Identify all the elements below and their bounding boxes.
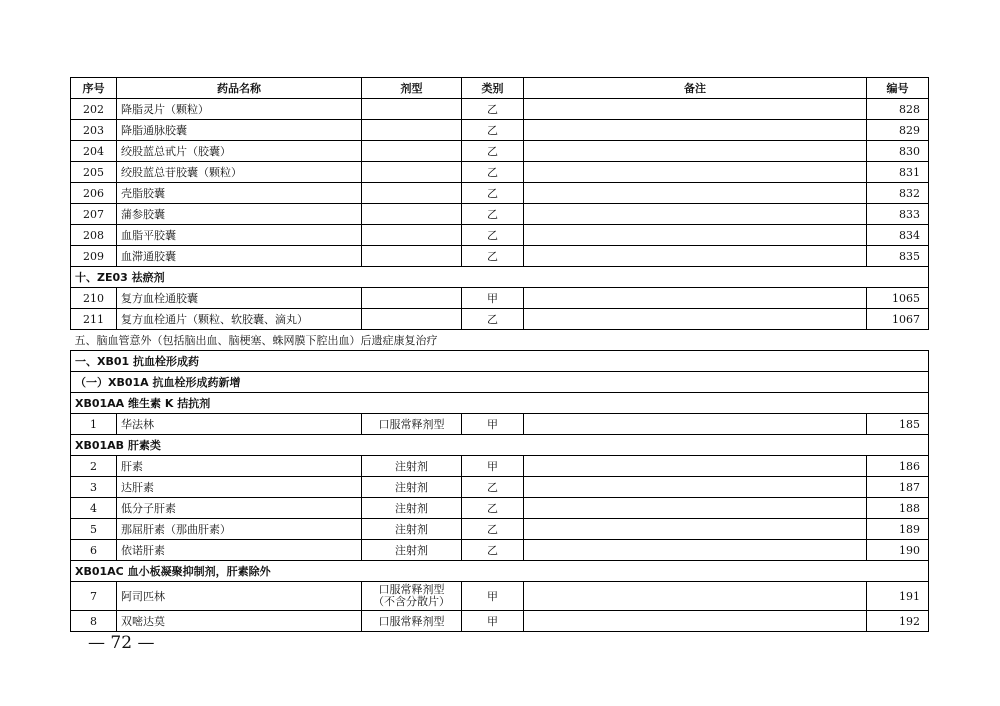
table-body: [71, 99, 929, 632]
cell-name: 血脂平胶囊: [117, 225, 362, 246]
cell-code: 834: [867, 225, 929, 246]
cell-code: 186: [867, 456, 929, 477]
cell-category: 乙: [462, 309, 524, 330]
cell-name: 华法林: [117, 414, 362, 435]
cell-name: 绞股蓝总甙片（胶囊）: [117, 141, 362, 162]
cell-code: 830: [867, 141, 929, 162]
table-row: [71, 288, 929, 309]
table-row: [71, 183, 929, 204]
cell-code: 828: [867, 99, 929, 120]
cell-name: 降脂灵片（颗粒）: [117, 99, 362, 120]
cell-name: 依诺肝素: [117, 540, 362, 561]
header-category: 类别: [462, 78, 524, 99]
cell-name: 达肝素: [117, 477, 362, 498]
section-row: [71, 372, 929, 393]
cell-form: [362, 120, 462, 141]
cell-code: 188: [867, 498, 929, 519]
table-row: [71, 540, 929, 561]
cell-note: [524, 582, 867, 611]
cell-code: 833: [867, 204, 929, 225]
cell-code: 189: [867, 519, 929, 540]
cell-seq: 210: [71, 288, 117, 309]
drug-table: [70, 77, 929, 632]
cell-note: [524, 204, 867, 225]
cell-name: 血滞通胶囊: [117, 246, 362, 267]
table-row: [71, 120, 929, 141]
cell-category: 乙: [462, 519, 524, 540]
table-row: [71, 611, 929, 632]
cell-seq: 3: [71, 477, 117, 498]
cell-seq: 211: [71, 309, 117, 330]
cell-code: 1065: [867, 288, 929, 309]
cell-code: 187: [867, 477, 929, 498]
cell-note: [524, 611, 867, 632]
cell-seq: 205: [71, 162, 117, 183]
table-row: [71, 456, 929, 477]
section-row: [71, 393, 929, 414]
cell-note: [524, 477, 867, 498]
section-row: [71, 561, 929, 582]
section-row: [71, 351, 929, 372]
table-row: [71, 246, 929, 267]
cell-seq: 203: [71, 120, 117, 141]
cell-category: 乙: [462, 183, 524, 204]
cell-category: 乙: [462, 477, 524, 498]
cell-form: [362, 183, 462, 204]
cell-category: 乙: [462, 141, 524, 162]
cell-name: 肝素: [117, 456, 362, 477]
cell-code: 831: [867, 162, 929, 183]
cell-form: [362, 204, 462, 225]
cell-category: 甲: [462, 456, 524, 477]
section-heading: 一、XB01 抗血栓形成药: [71, 351, 929, 372]
cell-name: 双嘧达莫: [117, 611, 362, 632]
cell-note: [524, 414, 867, 435]
cell-form: 注射剂: [362, 477, 462, 498]
cell-note: [524, 99, 867, 120]
cell-form: 注射剂: [362, 519, 462, 540]
cell-category: 乙: [462, 246, 524, 267]
cell-category: 乙: [462, 204, 524, 225]
cell-form: 注射剂: [362, 498, 462, 519]
cell-name: 复方血栓通胶囊: [117, 288, 362, 309]
cell-form-line1: 口服常释剂型: [378, 583, 445, 596]
cell-seq: 202: [71, 99, 117, 120]
header-seq: 序号: [71, 78, 117, 99]
table-row: [71, 582, 929, 611]
cell-name: 绞股蓝总苷胶囊（颗粒）: [117, 162, 362, 183]
table-row: [71, 141, 929, 162]
cell-note: [524, 540, 867, 561]
cell-form: [362, 162, 462, 183]
cell-seq: 4: [71, 498, 117, 519]
table-header-row: [71, 78, 929, 99]
section-row: [71, 435, 929, 456]
cell-seq: 208: [71, 225, 117, 246]
cell-name: 低分子肝素: [117, 498, 362, 519]
cell-form: 注射剂: [362, 540, 462, 561]
cell-code: 1067: [867, 309, 929, 330]
cell-note: [524, 498, 867, 519]
cell-form: [362, 99, 462, 120]
cell-form-line2: （不含分散片）: [373, 595, 450, 608]
cell-category: 甲: [462, 582, 524, 611]
drug-table-container: [70, 77, 928, 632]
section-heading: XB01AC 血小板凝聚抑制剂，肝素除外: [71, 561, 929, 582]
cell-seq: 1: [71, 414, 117, 435]
cell-seq: 7: [71, 582, 117, 611]
cell-name: 降脂通脉胶囊: [117, 120, 362, 141]
table-row: [71, 225, 929, 246]
cell-name: 复方血栓通片（颗粒、软胶囊、滴丸）: [117, 309, 362, 330]
cell-note: [524, 225, 867, 246]
cell-seq: 204: [71, 141, 117, 162]
cell-note: [524, 246, 867, 267]
table-row: [71, 519, 929, 540]
cell-seq: 207: [71, 204, 117, 225]
cell-note: [524, 162, 867, 183]
header-note: 备注: [524, 78, 867, 99]
cell-form: 注射剂: [362, 456, 462, 477]
cell-form: [362, 288, 462, 309]
cell-category: 乙: [462, 225, 524, 246]
cell-category: 甲: [462, 611, 524, 632]
cell-code: 192: [867, 611, 929, 632]
table-row: [71, 477, 929, 498]
cell-name: 蒲参胶囊: [117, 204, 362, 225]
cell-note: [524, 141, 867, 162]
table-row: [71, 309, 929, 330]
cell-category: 甲: [462, 414, 524, 435]
section-heading: XB01AA 维生素 K 拮抗剂: [71, 393, 929, 414]
cell-form: 口服常释剂型: [362, 414, 462, 435]
cell-code: 190: [867, 540, 929, 561]
cell-seq: 6: [71, 540, 117, 561]
header-name: 药品名称: [117, 78, 362, 99]
cell-note: [524, 456, 867, 477]
cell-seq: 8: [71, 611, 117, 632]
cell-category: 甲: [462, 288, 524, 309]
header-form: 剂型: [362, 78, 462, 99]
cell-category: 乙: [462, 540, 524, 561]
section-heading: （一）XB01A 抗血栓形成药新增: [71, 372, 929, 393]
cell-seq: 2: [71, 456, 117, 477]
cell-name: 阿司匹林: [117, 582, 362, 611]
cell-seq: 209: [71, 246, 117, 267]
table-row: [71, 162, 929, 183]
cell-seq: 5: [71, 519, 117, 540]
header-code: 编号: [867, 78, 929, 99]
cell-code: 185: [867, 414, 929, 435]
cell-form: 口服常释剂型: [362, 611, 462, 632]
cell-code: 829: [867, 120, 929, 141]
cell-form: [362, 309, 462, 330]
table-row: [71, 204, 929, 225]
cell-category: 乙: [462, 99, 524, 120]
cell-note: [524, 519, 867, 540]
section-heading: XB01AB 肝素类: [71, 435, 929, 456]
cell-code: 191: [867, 582, 929, 611]
cell-note: [524, 288, 867, 309]
cell-form: [362, 582, 462, 611]
cell-category: 乙: [462, 498, 524, 519]
cell-category: 乙: [462, 162, 524, 183]
table-row: [71, 498, 929, 519]
cell-category: 乙: [462, 120, 524, 141]
cell-note: [524, 183, 867, 204]
table-row: [71, 99, 929, 120]
table-row: [71, 414, 929, 435]
cell-code: 832: [867, 183, 929, 204]
chapter-heading: 五、脑血管意外（包括脑出血、脑梗塞、蛛网膜下腔出血）后遗症康复治疗: [71, 330, 929, 351]
cell-note: [524, 309, 867, 330]
chapter-row: [71, 330, 929, 351]
section-heading: 十、ZE03 祛瘀剂: [71, 267, 929, 288]
cell-code: 835: [867, 246, 929, 267]
cell-note: [524, 120, 867, 141]
cell-seq: 206: [71, 183, 117, 204]
cell-form: [362, 141, 462, 162]
page-number: — 72 —: [88, 633, 155, 653]
section-row: [71, 267, 929, 288]
cell-name: 壳脂胶囊: [117, 183, 362, 204]
cell-name: 那屈肝素（那曲肝素）: [117, 519, 362, 540]
cell-form: [362, 246, 462, 267]
cell-form: [362, 225, 462, 246]
